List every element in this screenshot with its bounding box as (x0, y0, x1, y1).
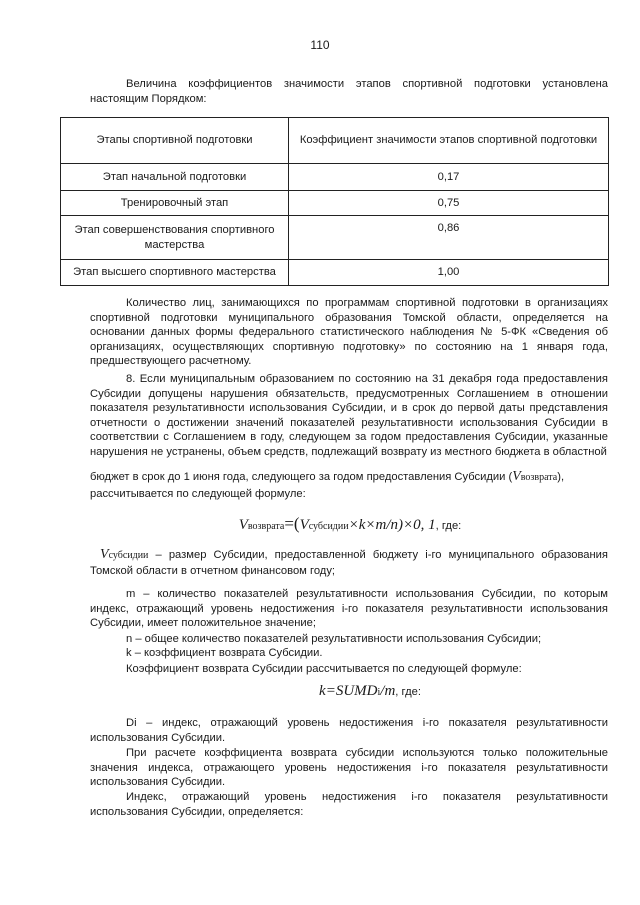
coefficient-table (60, 117, 609, 286)
paragraph-8-formula-lead: рассчитывается по следующей формуле: (90, 488, 306, 500)
table-cell-value: 0,86 (289, 216, 609, 260)
paragraph-count: Количество лиц, занимающихся по программам спортивной подготовки в организациях спортивной подготовки муниципального образования Томской области, определяется на основании данных формы федерального статистического наблюдения № 5-ФК «Сведения об организациях, осуществляющих спортивную подготовку» по состоянию на 1 января года, предшествующего расчетному. (90, 297, 608, 368)
return-formula: Vвозврата=(Vсубсидии×k×m/n)×0, 1, где: (238, 514, 462, 533)
definition-di: Di – индекс, отражающий уровень недостижения i-го показателя результативности использования Субсидии. (90, 717, 608, 744)
definition-k: k – коэффициент возврата Субсидии. (126, 647, 323, 659)
paragraph-index: Индекс, отражающий уровень недостижения i-го показателя результативности использования Субсидии, определяется: (90, 791, 608, 818)
table-cell-stage: Этап совершенствования спортивного мастерства (61, 216, 289, 260)
table-header-coefficient: Коэффициент значимости этапов спортивной подготовки (289, 118, 609, 164)
v-return-symbol: Vвозврата (512, 469, 558, 484)
paragraph-8: 8. Если муниципальным образованием по состоянию на 31 декабря года предоставления Субсидии допущены нарушения обязательств, предусмотренных Соглашением в отношении показателя результативности использования Субсидии, и в срок до первой даты представления отчетности о достижении значений показателей результативности использования Субсидии в соответствии с Соглашением в году, следующем за годом предоставления Субсидии, указанные нарушения не устранены, объем средств, подлежащий возврату из местного бюджета в областной (90, 373, 608, 458)
k-formula-intro: Коэффициент возврата Субсидии рассчитывается по следующей формуле: (126, 663, 522, 675)
definition-v-subsidy: Vсубсидии – размер Субсидии, предоставленной бюджету i-го муниципального образования Томской области в отчетном финансовом году; (90, 547, 608, 577)
table-row (61, 216, 609, 260)
k-formula: k=SUMDi/m, где: (319, 683, 421, 699)
table-cell-value: 0,17 (289, 164, 609, 191)
table-cell-value: 0,75 (289, 191, 609, 216)
table-header-stage: Этапы спортивной подготовки (61, 118, 289, 164)
v-subsidy-symbol: Vсубсидии (100, 547, 149, 562)
table-cell-stage: Этап начальной подготовки (61, 164, 289, 191)
intro-paragraph: Величина коэффициентов значимости этапов спортивной подготовки установлена настоящим Порядком: (90, 78, 608, 105)
table-row (61, 260, 609, 286)
table-cell-stage: Этап высшего спортивного мастерства (61, 260, 289, 286)
table-row (61, 164, 609, 191)
paragraph-8-text: бюджет в срок до 1 июня года, следующего за годом предоставления Субсидии ( (90, 471, 513, 483)
table-header-row (61, 118, 609, 164)
table-cell-value: 1,00 (289, 260, 609, 286)
table-row (61, 191, 609, 216)
definition-m: m – количество показателей результативности использования Субсидии, по которым индекс, отражающий уровень недостижения i-го показателя результативности использования Субсидии, имеет положительное значение; (90, 588, 608, 630)
paragraph-positive: При расчете коэффициента возврата субсидии используются только положительные значения индекса, отражающего уровень недостижения i-го показателя результативности использования Субсидии. (90, 747, 608, 789)
definition-n: n – общее количество показателей результативности использования Субсидии; (126, 633, 542, 645)
paragraph-8-continued: бюджет в срок до 1 июня года, следующего за годом предоставления Субсидии (Vвозврата), (90, 469, 565, 484)
table-cell-stage: Тренировочный этап (61, 191, 289, 216)
page-number: 110 (310, 38, 330, 52)
